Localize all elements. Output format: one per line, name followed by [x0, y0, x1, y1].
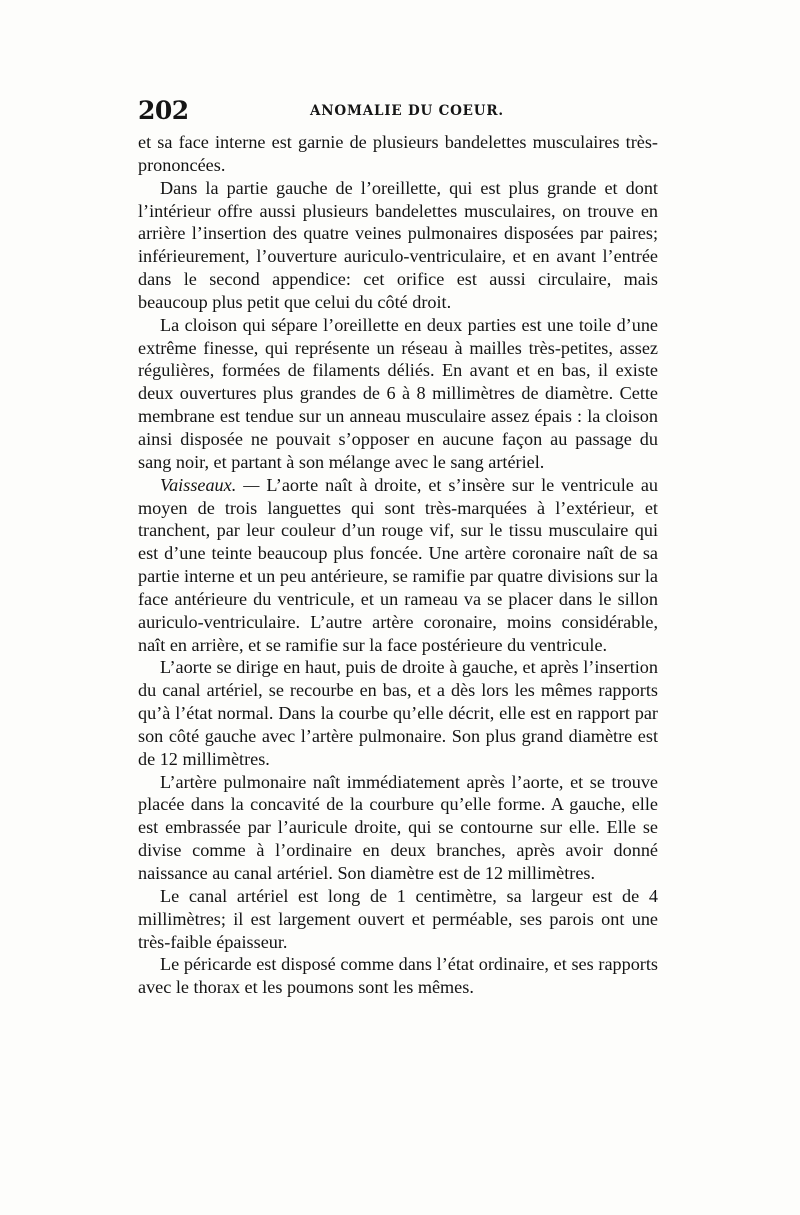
paragraph-septum: [138, 314, 658, 474]
paragraph-text: Dans la partie gauche de l’oreillette, qui est plus grande et dont l’intérieur offre aussi plusieurs bandelettes musculaires, on trouve en arrière l’insertion des quatre veines pulmonaires disposées par paires; inférieurement, l’ouverture auriculo-ventriculaire, et en avant l’entrée dans le second appendice: cet orifice est aussi circulaire, mais beaucoup plus petit que celui du côté droit.: [138, 177, 658, 312]
paragraph-left-atrium: [138, 177, 658, 314]
page-header: [138, 96, 668, 126]
paragraph-vessels: [138, 474, 658, 657]
section-lead-vaisseaux: Vaisseaux. —: [160, 474, 260, 495]
paragraph-ductus-arteriosus: [138, 885, 658, 954]
paragraph-continuation: [138, 131, 658, 177]
paragraph-pericardium: [138, 953, 658, 999]
running-title: ANOMALIE DU COEUR.: [310, 103, 504, 119]
paragraph-pulmonary-artery: [138, 771, 658, 885]
paragraph-aorta: [138, 656, 658, 770]
paragraph-text: Le canal artériel est long de 1 centimètre, sa largeur est de 4 millimètres; il est largement ouvert et perméable, ses parois ont une très-faible épaisseur.: [138, 885, 658, 952]
body-text: [138, 131, 658, 999]
paragraph-text: L’artère pulmonaire naît immédiatement après l’aorte, et se trouve placée dans la concavité de la courbure qu’elle forme. A gauche, elle est embrassée par l’auricule droite, qui se contourne sur elle. Elle se divise comme à l’ordinaire en deux branches, après avoir donné naissance au canal artériel. Son diamètre est de 12 millimètres.: [138, 771, 658, 883]
paragraph-text: Le péricarde est disposé comme dans l’état ordinaire, et ses rapports avec le thorax et les poumons sont les mêmes.: [138, 954, 658, 998]
paragraph-text: La cloison qui sépare l’oreillette en deux parties est une toile d’une extrême finesse, qui représente un réseau à mailles très-petites, assez régulières, formées de filaments déliés. En avant et en bas, il existe deux ouvertures plus grandes de 6 à 8 millimètres de diamètre. Cette membrane est tendue sur un anneau musculaire assez épais : la cloison ainsi disposée ne pouvait s’opposer en aucune façon au passage du sang noir, et partant à son mélange avec le sang artériel.: [138, 314, 658, 472]
paragraph-text: et sa face interne est garnie de plusieurs bandelettes musculaires très-prononcées.: [138, 132, 658, 175]
paragraph-text: L’aorte se dirige en haut, puis de droite à gauche, et après l’insertion du canal artériel, se recourbe en bas, et a dès lors les mêmes rapports qu’à l’état normal. Dans la courbe qu’elle décrit, elle est en rapport par son côté gauche avec l’artère pulmonaire. Son plus grand diamètre est de 12 millimètres.: [138, 657, 658, 769]
paragraph-text: L’aorte naît à droite, et s’insère sur le ventricule au moyen de trois languettes qui sont très-marquées à l’extérieur, et tranchent, par leur couleur d’un rouge vif, sur le tissu musculaire qui est d’une teinte beaucoup plus foncée. Une artère coronaire naît de sa partie interne et un peu antérieure, se ramifie par quatre divisions sur la face antérieure du ventricule, et un rameau va se placer dans le sillon auriculo-ventriculaire. L’autre artère coronaire, moins considérable, naît en arrière, et se ramifie sur la face postérieure du ventricule.: [138, 474, 658, 655]
page-number: 202: [138, 96, 189, 125]
